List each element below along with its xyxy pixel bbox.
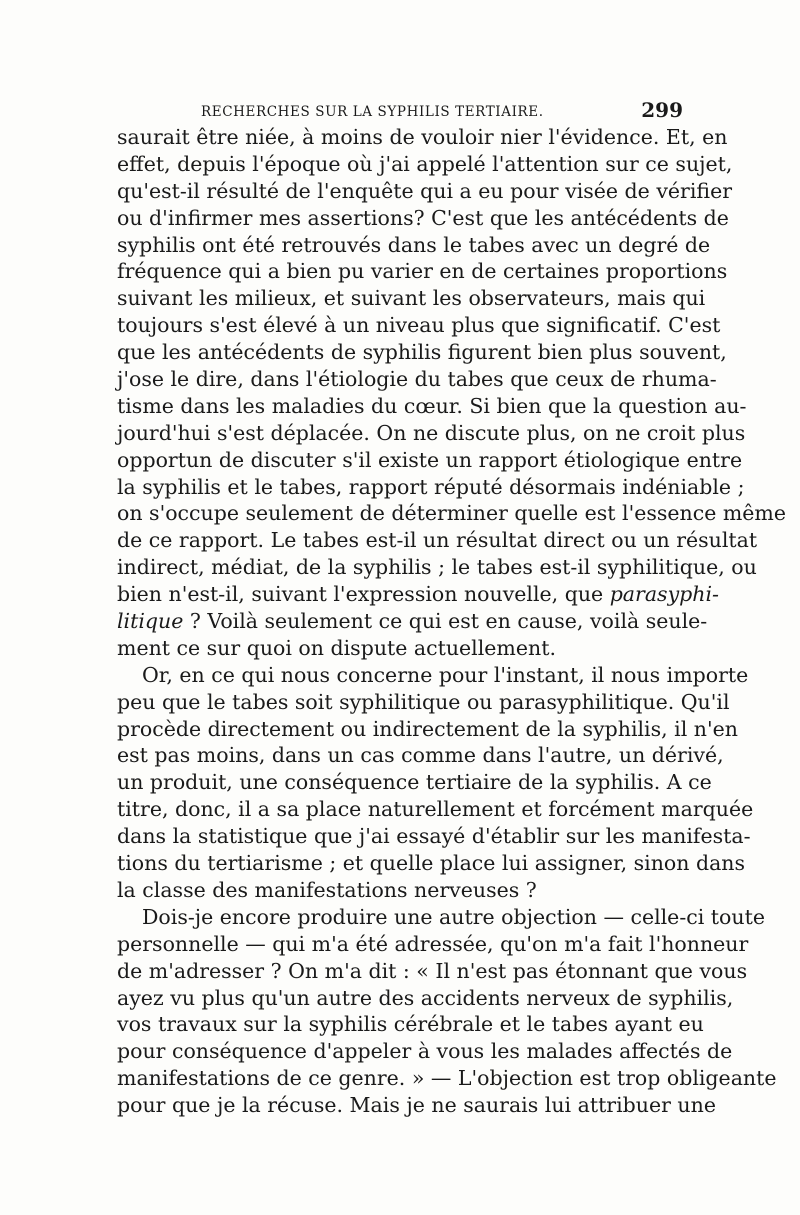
text-line: litique ? Voilà seulement ce qui est en cause, voilà seule- <box>117 609 708 634</box>
text-line: titre, donc, il a sa place naturellement et forcément marquée <box>117 797 754 822</box>
text-line: peu que le tabes soit syphilitique ou parasyphilitique. Qu'il <box>117 689 730 714</box>
text-line: opportun de discuter s'il existe un rapport étiologique entre <box>117 447 743 472</box>
text-line: qu'est-il résulté de l'enquête qui a eu pour visée de vérifier <box>117 178 732 203</box>
text-line: pour que je la récuse. Mais je ne saurais lui attribuer une <box>117 1093 716 1118</box>
body-text <box>117 124 787 1119</box>
text-line: Dois-je encore produire une autre objection — celle-ci toute <box>142 904 765 929</box>
text-line: tisme dans les maladies du cœur. Si bien que la question au- <box>117 393 747 418</box>
page-number: 299 <box>641 98 683 122</box>
text-line: manifestations de ce genre. » — L'objection est trop obligeante <box>117 1066 777 1091</box>
text-line: dans la statistique que j'ai essayé d'établir sur les manifesta- <box>117 824 751 849</box>
text-line: on s'occupe seulement de déterminer quelle est l'essence même <box>117 501 787 526</box>
text-line: la syphilis et le tabes, rapport réputé désormais indéniable ; <box>117 474 745 499</box>
text-line: syphilis ont été retrouvés dans le tabes avec un degré de <box>117 232 711 257</box>
paragraph <box>117 662 754 904</box>
paragraph <box>117 904 777 1119</box>
text-line: est pas moins, dans un cas comme dans l'autre, un dérivé, <box>117 743 724 768</box>
text-line: de m'adresser ? On m'a dit : « Il n'est pas étonnant que vous <box>117 958 748 983</box>
text-line: personnelle — qui m'a été adressée, qu'on m'a fait l'honneur <box>117 931 749 956</box>
text-line: jourd'hui s'est déplacée. On ne discute plus, on ne croit plus <box>117 420 746 445</box>
text-line: que les antécédents de syphilis figurent bien plus souvent, <box>117 340 727 365</box>
text-line: suivant les milieux, et suivant les observateurs, mais qui <box>117 286 706 311</box>
text-line: bien n'est-il, suivant l'expression nouvelle, que parasyphi- <box>117 582 719 607</box>
text-line: indirect, médiat, de la syphilis ; le tabes est-il syphilitique, ou <box>117 555 757 580</box>
text-line: pour conséquence d'appeler à vous les malades affectés de <box>117 1039 733 1064</box>
text-line: ayez vu plus qu'un autre des accidents nerveux de syphilis, <box>117 985 734 1010</box>
text-line: vos travaux sur la syphilis cérébrale et le tabes ayant eu <box>117 1012 704 1037</box>
text-line: la classe des manifestations nerveuses ? <box>117 877 537 902</box>
text-line: de ce rapport. Le tabes est-il un résultat direct ou un résultat <box>117 528 758 553</box>
running-title: RECHERCHES SUR LA SYPHILIS TERTIAIRE. <box>201 104 544 120</box>
text-line: effet, depuis l'époque où j'ai appelé l'attention sur ce sujet, <box>117 151 733 176</box>
text-line: j'ose le dire, dans l'étiologie du tabes que ceux de rhuma- <box>117 367 717 392</box>
text-line: tions du tertiarisme ; et quelle place lui assigner, sinon dans <box>117 851 746 876</box>
text-line: un produit, une conséquence tertiaire de la syphilis. A ce <box>117 770 712 795</box>
text-line: saurait être niée, à moins de vouloir nier l'évidence. Et, en <box>117 125 728 149</box>
text-line: ment ce sur quoi on dispute actuellement. <box>117 635 556 660</box>
text-line: toujours s'est élevé à un niveau plus que significatif. C'est <box>117 313 721 338</box>
text-line: Or, en ce qui nous concerne pour l'instant, il nous importe <box>142 662 749 687</box>
text-line: ou d'infirmer mes assertions? C'est que les antécédents de <box>117 205 729 230</box>
text-line: procède directement ou indirectement de la syphilis, il n'en <box>117 716 738 741</box>
text-line: fréquence qui a bien pu varier en de certaines proportions <box>117 259 728 284</box>
paragraph <box>117 124 787 662</box>
